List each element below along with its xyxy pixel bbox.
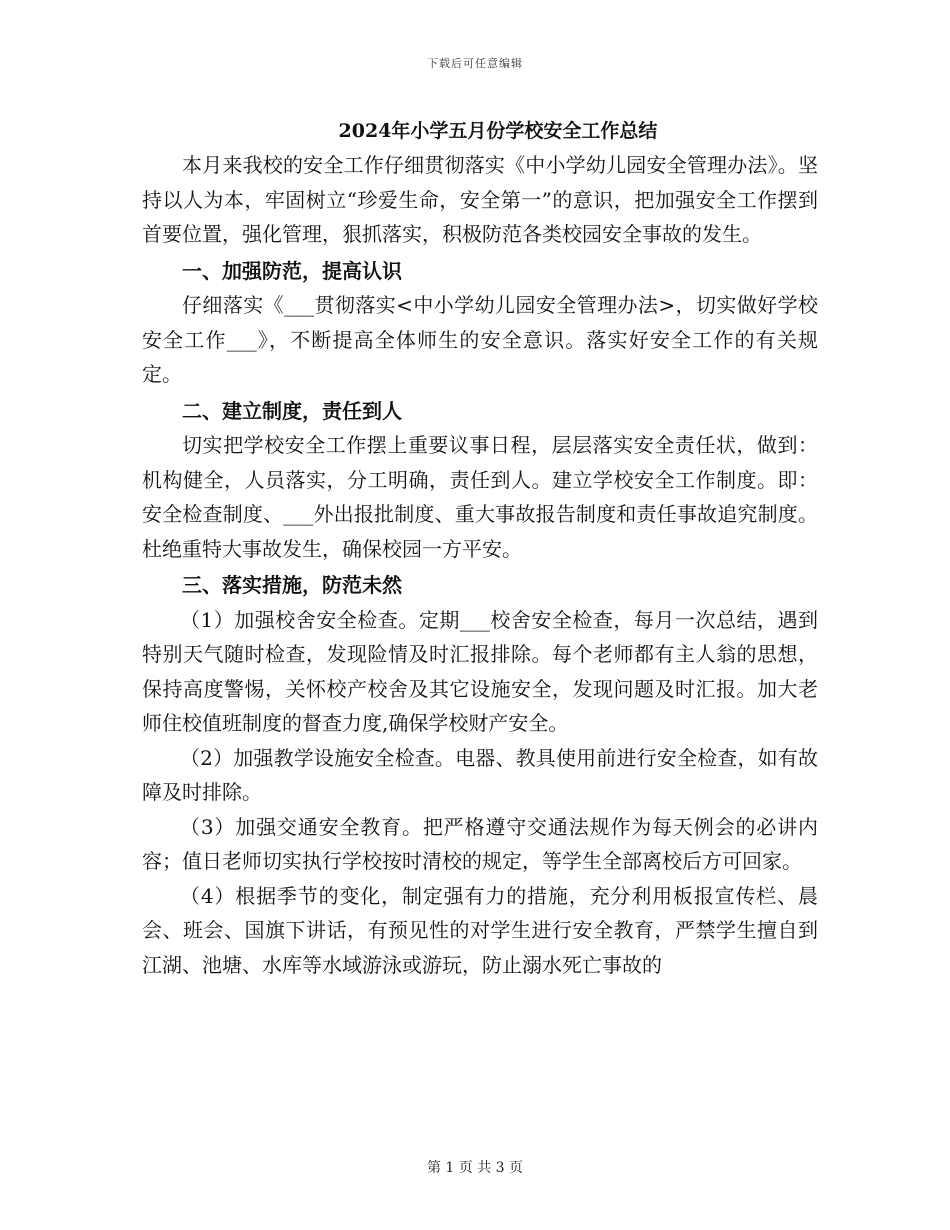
document-title: 2024年小学五月份学校安全工作总结 xyxy=(338,120,658,142)
measure-item-4: （4）根据季节的变化，制定强有力的措施，充分利用板报宣传栏、晨会、班会、国旗下讲话，有预见性的对学生进行安全教育，严禁学生擅自到江湖、池塘、水库等水域游泳或游玩，防止溺水死亡事故的 xyxy=(142,883,818,977)
section-1-paragraph: 仔细落实《___贯彻落实<中小学幼儿园安全管理办法>，切实做好学校安全工作___》，不断提高全体师生的安全意识。落实好安全工作的有关规定。 xyxy=(142,293,818,386)
header-note: 下载后可任意编辑 xyxy=(427,57,523,70)
section-heading-3: 三、落实措施，防范未然 xyxy=(182,573,402,597)
section-2-paragraph: 切实把学校安全工作摆上重要议事日程，层层落实安全责任状，做到：机构健全，人员落实，分工明确，责任到人。建立学校安全工作制度。即：安全检查制度、___外出报批制度、重大事故报告制度和责任事故追究制度。杜绝重特大事故发生，确保校园一方平安。 xyxy=(142,433,818,561)
section-heading-2: 二、建立制度，责任到人 xyxy=(182,398,402,423)
intro-paragraph: 本月来我校的安全工作仔细贯彻落实《中小学幼儿园安全管理办法》。坚持以人为本，牢固树立“珍爱生命，安全第一”的意识，把加强安全工作摆到首要位置，强化管理，狠抓落实，积极防范各类校园安全事故的发生。 xyxy=(142,153,818,246)
page-footer: 第 1 页 共 3 页 xyxy=(426,1160,524,1176)
measure-item-3: （3）加强交通安全教育。把严格遵守交通法规作为每天例会的必讲内容；值日老师切实执行学校按时清校的规定，等学生全部离校后方可回家。 xyxy=(142,814,818,873)
section-heading-1: 一、加强防范，提高认识 xyxy=(182,258,402,283)
measure-item-2: （2）加强教学设施安全检查。电器、教具使用前进行安全检查，如有故障及时排除。 xyxy=(142,745,818,804)
document-body xyxy=(142,148,818,982)
measure-item-1: （1）加强校舍安全检查。定期___校舍安全检查，每月一次总结，遇到特别天气随时检查，发现险情及时汇报排除。每个老师都有主人翁的思想，保持高度警惕，关怀校产校舍及其它设施安全，发现问题及时汇报。加大老师住校值班制度的督查力度,确保学校财产安全。 xyxy=(142,607,818,735)
